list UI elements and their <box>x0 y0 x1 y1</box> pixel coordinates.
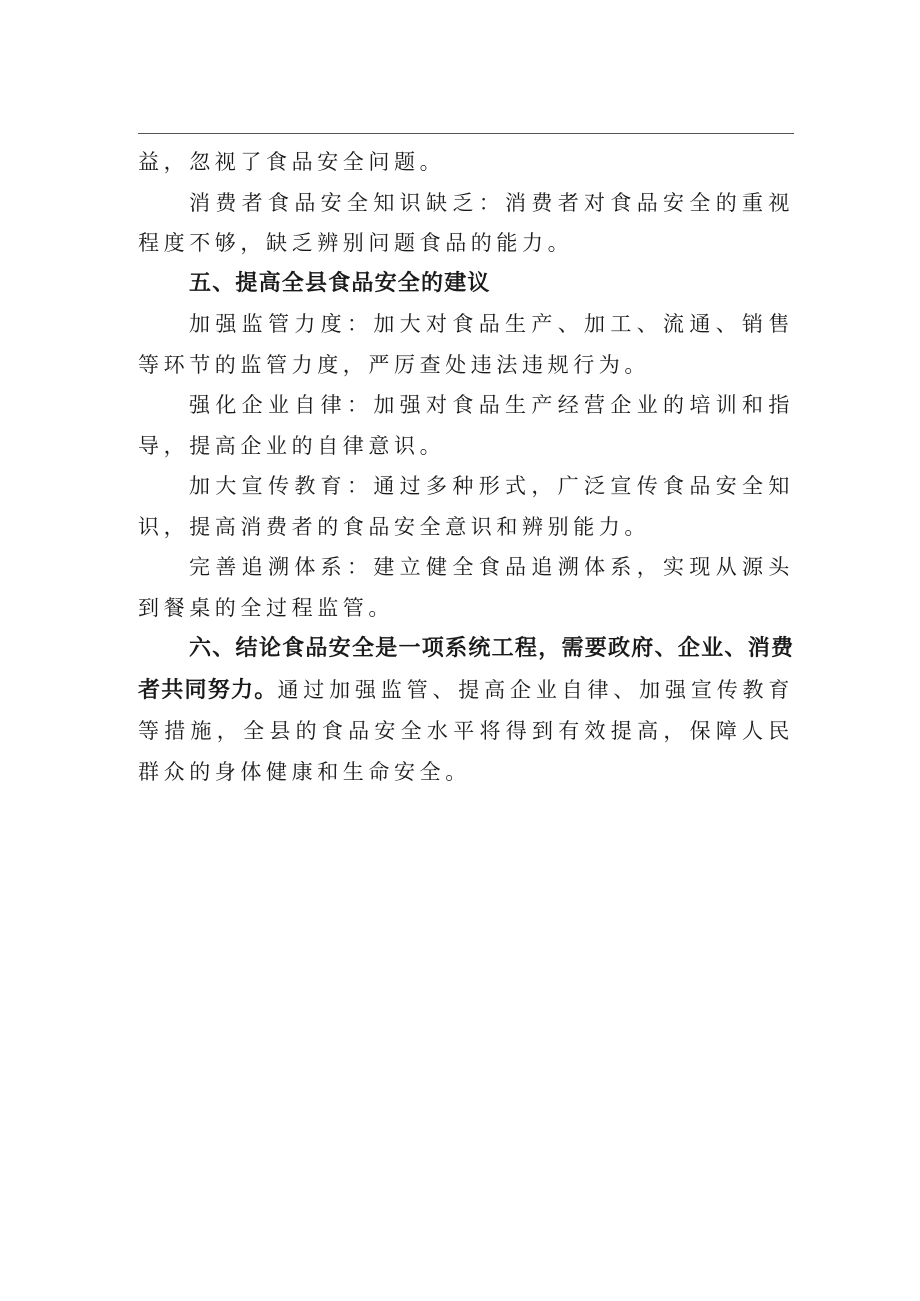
conclusion-text: 通过加强监管、提高企业自律、加强宣传教育等措施，全县的食品安全水平将得到有效提高，保障人民群众的身体健康和生命安全。 <box>138 677 794 784</box>
section-heading-5: 五、提高全县食品安全的建议 <box>189 270 491 296</box>
paragraph-continuation: 益，忽视了食品安全问题。 <box>138 150 446 174</box>
paragraph-supervision: 加强监管力度：加大对食品生产、加工、流通、销售等环节的监管力度，严厉查处违法违规行为。 <box>138 312 794 377</box>
paragraph-conclusion <box>138 628 794 792</box>
paragraph-traceability: 完善追溯体系：建立健全食品追溯体系，实现从源头到餐桌的全过程监管。 <box>138 555 794 620</box>
header-rule <box>138 133 794 134</box>
document-body <box>138 142 794 792</box>
paragraph-consumer-knowledge: 消费者食品安全知识缺乏：消费者对食品安全的重视程度不够，缺乏辨别问题食品的能力。 <box>138 190 794 255</box>
section-heading-6: 六、结论食品安全是一项系统工程，需要政府、企业、消费者共同努力。 <box>138 636 794 703</box>
paragraph-self-discipline: 强化企业自律：加强对食品生产经营企业的培训和指导，提高企业的自律意识。 <box>138 393 794 458</box>
paragraph-education: 加大宣传教育：通过多种形式，广泛宣传食品安全知识，提高消费者的食品安全意识和辨别能力。 <box>138 474 794 539</box>
